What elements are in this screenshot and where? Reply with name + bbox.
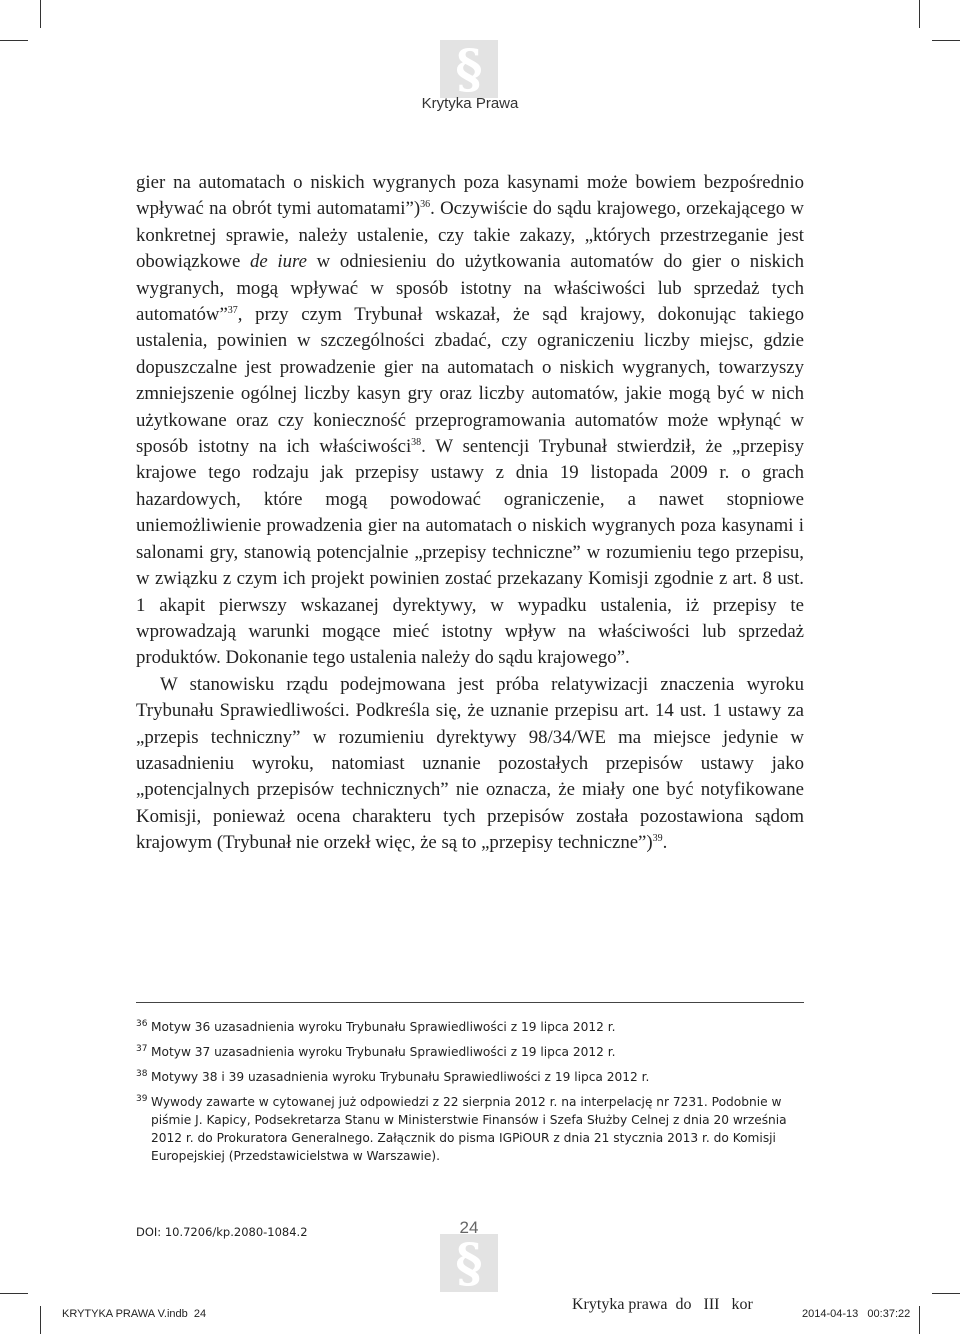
text-run: . [662, 832, 668, 854]
crop-mark-bottom-left-v [40, 1306, 41, 1334]
print-slug-file [62, 1308, 206, 1320]
footnote-number: 39 [136, 1094, 148, 1104]
footnote-text: Motyw 36 uzasadnienia wyroku Trybunału Sprawiedliwości z 19 lipca 2012 r. [151, 1020, 616, 1034]
footnote [136, 1068, 806, 1086]
text-run: W stanowisku rządu podejmowana jest próba relatywizacji znaczenia wyroku Trybunału Sprawiedliwości. Podkreśla się, że uznanie przepisu art. 14 ust. 1 ustawy za „przepis techniczny” w rozumieniu dyrektywy 98/34/WE ma miejsce jedynie w uzasadnieniu wyroku, natomiast uznanie pozostałych przepisów ustawy jako „potencjalnych przepisów technicznych” nie oznacza, że miały one być notyfikowane Komisji, ponieważ ocena charakteru tych przepisów została pozostawiona sądom krajowym (Trybunał nie orzekł więc, że są to „przepisy techniczne”) [136, 673, 804, 854]
footnote-ref: 39 [652, 833, 663, 845]
footnote-text: Motyw 37 uzasadnienia wyroku Trybunału Sprawiedliwości z 19 lipca 2012 r. [151, 1045, 616, 1059]
crop-mark-top-left-v [40, 0, 41, 28]
crop-mark-top-right-h [932, 40, 960, 41]
italic-text: de iure [249, 251, 307, 273]
body-paragraph [136, 672, 804, 857]
body-text [136, 170, 804, 857]
footnote-ref: 37 [227, 305, 238, 317]
body-paragraph [136, 170, 804, 672]
footnote-text: Wywody zawarte w cytowanej już odpowiedzi z 22 sierpnia 2012 r. na interpelację nr 7231. Podobnie w piśmie J. Kapicy, Podsekretarza Stanu w Ministerstwie Finansów i Szefa Służby Celnej z dnia 20 września 2012 r. do Prokuratora Generalnego. Załącznik do pisma IGPiOUR z dnia 21 stycznia 2013 r. do Komisji Europejskiej (Przedstawicielstwa w Warszawie). [151, 1095, 787, 1163]
footnote-text: Motywy 38 i 39 uzasadnienia wyroku Trybunału Sprawiedliwości z 19 lipca 2012 r. [151, 1070, 650, 1084]
slug-file-name: KRYTYKA PRAWA V.indb [62, 1308, 188, 1320]
slug-page: 24 [193, 1308, 207, 1320]
text-run: . W sentencji Trybunał stwierdził, że „przepisy krajowe tego rodzaju jak przepisy ustawy z dnia 19 listopada 2009 r. o grach hazardowych, które mogą powodować ograniczenie, a nawet stopniowe uniemożliwienie prowadzenia gier na automatach o niskich wygranych poza kasynami i salonami gry, stanowią potencjalnie „przepisy techniczne” w rozumieniu tego przepisu, w związku z czym ich projekt powinien zostać przekazany Komisji zgodnie z art. 8 ust. 1 akapit pierwszy wskazanej dyrektywy, w wypadku ustalenia, iż przepisy te wprowadzają warunki mogące mieć istotny wpływ na właściwości lub sprzedaż produktów. Dokonanie tego ustalenia należy do sądu krajowego”. [136, 436, 804, 669]
footnote-ref: 36 [420, 199, 431, 211]
doi: DOI: 10.7206/kp.2080-1084.2 [136, 1225, 308, 1239]
text-run: . Oczywiście do sądu krajowego, orzekającego w konkretnej sprawie, należy ustalenie, czy takie zakazy, „których przestrzeganie jest obowiązkowe [136, 198, 804, 273]
footnote-number: 36 [136, 1019, 148, 1029]
print-slug-journal: Krytyka prawa do III kor [572, 1296, 753, 1313]
text-run: , przy czym Trybunał wskazał, że sąd krajowy, dokonując takiego ustalenia, powinien w szczególności zbadać, czy ograniczeniu liczby miejsc, gdzie dopuszczalne jest prowadzenie gier na automatach o niskich wygranych, towarzyszy zmniejszenie ogólnej liczby kasyn gry oraz liczby automatów, jakie mogą być w nich użytkowane oraz czy konieczność przeprogramowania automatów może wpłynąć w sposób istotny na ich właściwości [136, 304, 804, 458]
crop-mark-top-left-h [0, 40, 28, 41]
footnote [136, 1093, 806, 1165]
print-slug-timestamp: 2014-04-13 00:37:22 [802, 1308, 911, 1320]
crop-mark-bottom-right-h [932, 1293, 960, 1294]
footnote-ref: 38 [411, 437, 422, 449]
running-header: Krytyka Prawa [421, 95, 519, 112]
crop-mark-top-right-v [919, 0, 920, 28]
footnote-number: 38 [136, 1069, 148, 1079]
footnote [136, 1043, 806, 1061]
text-run: gier na automatach o niskich wygranych poza kasynami może bowiem bezpośrednio wpływać na obrót tymi automatami”) [136, 172, 804, 220]
footnotes [136, 1018, 806, 1172]
crop-mark-bottom-left-h [0, 1293, 28, 1294]
page-number: 24 [459, 1218, 479, 1237]
crop-mark-bottom-right-v [919, 1306, 920, 1334]
footnote [136, 1018, 806, 1036]
text-run: w odniesieniu do użytkowania automatów do gier o niskich wygranych, mogą wpływać w sposób istotny na właściwości lub sprzedaż tych automatów” [136, 251, 804, 326]
section-watermark-top: § [440, 40, 498, 98]
section-watermark-bottom: § [440, 1234, 498, 1292]
footnote-rule [136, 1002, 804, 1003]
footnote-number: 37 [136, 1044, 148, 1054]
